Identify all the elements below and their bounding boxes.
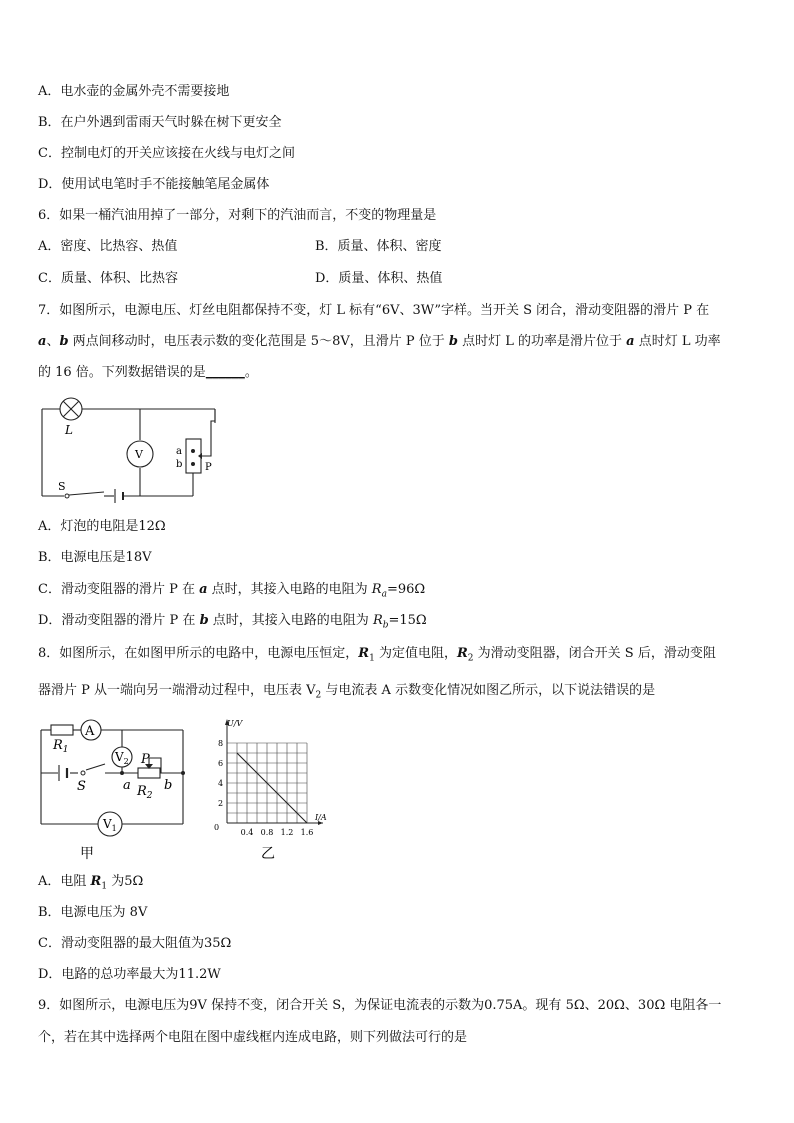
q7-option-d: D．滑动变阻器的滑片 P 在 b 点时，其接入电路的电阻为 $R_b=15\Omega$ [38,613,427,631]
slider-arrow-icon [198,453,202,459]
q7-option-c: C．滑动变阻器的滑片 P 在 a 点时，其接入电路的电阻为 $R_a=96\Omega$ [38,582,426,600]
q7-option-a: A．灯泡的电阻是12Ω [38,519,166,534]
rheostat-point-a [191,449,195,453]
x-tick-label: 1.2 [280,828,294,837]
fig-jia-caption: 甲 [80,846,94,860]
q5-option-c: C．控制电灯的开关应该接在火线与电灯之间 [38,146,295,161]
q8-ui-graph [205,713,355,863]
q6-option-c: C．质量、体积、比热容 [38,271,178,286]
fig-yi-caption: 乙 [261,846,275,862]
q9-stem-line-2: 个，若在其中选择两个电阻在图中虚线框内连成电路，则下列做法可行的是 [38,1030,468,1045]
q8-option-c: C．滑动变阻器的最大阻值为35Ω [38,936,232,951]
point-a-label: a [123,778,131,793]
lamp-label: L [65,423,73,437]
x-tick-label: 0.8 [260,828,274,837]
y-tick-label: 2 [218,799,224,808]
voltmeter-v2-label: $V_2$ [115,750,129,766]
switch-label: S [77,779,86,794]
y-tick-label: 6 [218,759,224,768]
r2-label: $R_2$ [137,784,153,801]
q8-stem: 8．如图所示，在如图甲所示的电路中，电源电压恒定，$R_1$ 为定值电阻，$R_2$ 为滑动变阻器，闭合开关 S 后，滑动变阻 器滑片 P 从一端向另一端滑动过程中，电压表 $V_2$ 与电流表 A 示数变化情况如图乙所示，以下说法错误的是 [38,646,716,701]
q8-option-d: D．电路的总功率最大为11.2W [38,967,221,982]
q5-option-b: B．在户外遇到雷雨天气时躲在树下更安全 [38,115,282,130]
voltmeter-v1-label: $V_1$ [103,817,117,833]
battery-icon [59,765,67,781]
slider-label: P [205,462,212,473]
q5-option-a: A．电水壶的金属外壳不需要接地 [38,84,230,99]
voltmeter-label: V [135,448,143,461]
q7-answer-blank: ______ [205,365,245,380]
y-tick-label: 4 [218,779,224,788]
y-tick-label: 8 [218,739,224,748]
switch-icon [65,494,69,498]
lamp-icon [60,398,82,420]
battery-icon [115,489,123,503]
switch-label: S [58,480,66,493]
origin-label: 0 [214,823,220,832]
switch-icon [81,771,85,775]
q6-stem: 6．如果一桶汽油用掉了一部分，对剩下的汽油而言，不变的物理量是 [38,208,437,223]
x-tick-label: 0.4 [240,828,254,837]
ammeter-label: A [85,724,95,739]
x-axis-label: I/A [315,813,327,822]
r1-label: $R_1$ [53,738,69,755]
q8-circuit-diagram [33,718,193,860]
q5-option-d: D．使用试电笔时手不能接触笔尾金属体 [38,177,270,192]
q9-stem-line-1: 9．如图所示，电源电压为9V 保持不变，闭合开关 S，为保证电流表的示数为0.75A。现有 5Ω、20Ω、30Ω 电阻各一 [38,998,722,1013]
q7-circuit-diagram [30,393,240,508]
rheostat-point-b [191,462,195,466]
point-a-label: a [176,446,182,457]
point-b-label: b [164,778,173,793]
x-tick-label: 1.6 [300,828,314,837]
q7-option-b: B．电源电压是18V [38,550,152,565]
q6-option-b: B．质量、体积、密度 [315,239,442,254]
q6-option-d: D．质量、体积、热值 [315,271,443,286]
junction-dot [181,771,185,775]
q8-option-b: B．电源电压为 8V [38,905,148,920]
slider-label: P [141,752,150,767]
q6-option-a: A．密度、比热容、热值 [38,239,178,254]
q7-stem: 7．如图所示，电源电压、灯丝电阻都保持不变，灯 L 标有“6V、3W”字样。当开关 S 闭合，滑动变阻器的滑片 P 在 a、b 两点间移动时，电压表示数的变化范围是 5～8V，且滑片 P 位于 b 点时灯 L 的功率是滑片位于 a 点时灯 L 功率 的 16 倍。下列数据错误的是______。 [38,303,721,380]
q8-option-a: A．电阻 $R_1$ 为5Ω [38,874,144,892]
point-b-label: b [176,459,183,470]
y-axis-label: U/V [227,719,243,728]
junction-dot [120,771,124,775]
series-line [237,753,307,823]
